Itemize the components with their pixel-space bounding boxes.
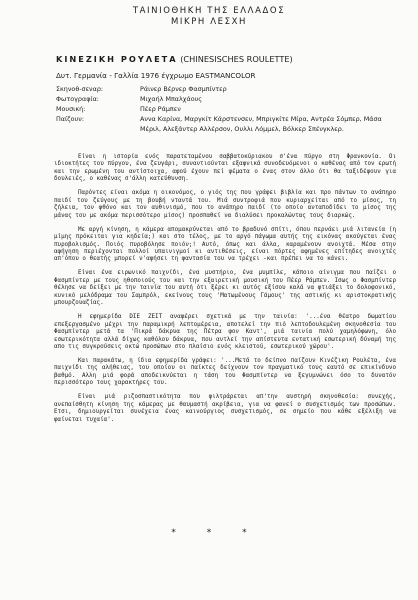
- body-paragraph: Και παρακάτω, η ίδια εφημερίδα γράφει: '...Μετά το δείπνο παίζουν Κινέζικη Ρουλέτα, ένα παιχνίδι της αλήθειας, του οποίου οι παίκτες δείχνουν τον πραγματικό τους εαυτό σε επικίνδυνο βαθμό. Αλλη μιά φορά αποδεικνύεται η τάση του Φασμπίντερ να ξεγυμνώνει όσο το δυνατόν περισσότερο τους χαρακτήρες του.: [54, 357, 396, 387]
- credit-label: Σκηνοθ-σεναρ:: [56, 85, 104, 93]
- film-subtitle: Δυτ. Γερμανία - Γαλλία 1976 έγχρωμο EASTMANCOLOR: [56, 71, 256, 80]
- body-paragraph: Είναι μιά ριζοσπαστικότητα που φιλτράρεται απ'την αυστηρή σκηνοθεσία: συνεχής, ανεπαίσθητη κίνηση της κάμερας με θαυμαστή ακρίβεια, για να φανεί ο συσχετισμός των προσώπων. Ετσι, δημιουργείται συνέχεια ένας καινούργιος συσχετισμός, σε σημείο που κάθε εξέλιξη να φαίνεται τυχαία'.: [54, 394, 396, 423]
- end-mark: * * *: [171, 528, 247, 538]
- credit-row: [56, 114, 396, 134]
- film-title: ΚΙΝΕΖΙΚΗ ΡΟΥΛΕΤΑ: [56, 54, 178, 64]
- body-paragraph: Με αργή κίνηση, η κάμερα απομακρύνεται από το βραδυνό σπίτι, όπου περνάει μιά λιτανεία (η μίμης πρόκειται για κηδεία;) και στο τέλος, με το αργό πάγωμα αυτής της εικόνας ακούγεται ένας πυροβολισμός. Ποιός πυροβόλησε ποιόν;! Αυτό, όπως και άλλα, καραμένουν ανοιχτά. Μέσα στην αφήγηση περιέχονται πολλοί υπαινιγμοί κι αντιθέσεις, είναι πόρτες αφημένες επίτηδες ανοιχτές απ'όπου ο θεατής μπορεί ν'αφήσει τη φαντασία του να τρέχει -και πρέπει να το κάνει.: [54, 226, 396, 263]
- credit-value: Πέερ Ράμπεν: [140, 105, 181, 113]
- body-paragraph: Η εφημερίδα DIE ZEIT αναφέρει σχετικά με την ταινία: '...ένα θέατρο δωματίου επεξεργασμένο μέχρι την παραμικρή λεπτομέρεια, αποτελεί την πιό λεπτοδουλεμένη σκηνοθεσία του Φασμπίντερ μετά τα 'Πικρά δάκρυα της Πέτρα φον Καντ', μιά ταινία πολύ χαμηλόφωνη, όλο εσωτερικότητα αλλά δίχως καθόλου δάκρυα, που αντλεί την απίστευτα εντατική εσωτερική δύναμή της απο τις συγκρούσεις οκτώ προσώπων στο πλαίσιο ενός κλειστού, εσωτερικού χώρου'.: [54, 314, 396, 350]
- credit-value: Μιχαήλ Μπαλχάους: [140, 95, 203, 103]
- body-paragraph: Είναι η ιστορία ενός παρατεταμένου σαββατοκύριακου σ'ένα πύργο στη Φρανκονία. Οι ιδιοκτήτες του πύργου, ένα ζευγάρι, συναντιούνται εξαφνικά συνοδευόμενοι ο καθένας από τον ερωτή και την ερωμένη του αντίστοιχα, αφού έχουν πεί ψέματα ο ένας στον άλλο ότι θα ταξιδέψουν για δουλειές, ο καθένας σ'άλλη κατεύθυνση.: [54, 154, 396, 183]
- credit-label: Μουσική:: [56, 105, 86, 113]
- body-paragraph: Παρόντες είναι ακόμα η οικονόμος, ο γιός της που γράφει βιβλία και προ πάντων το ανάπηρο παιδί του ζεύγους με τη βουβή νταντά του. Μιά συντροφιά που κυριαρχείται από το μίσος, τη ζήλεια, τον φθόνο και τον αυθινισμό, που το ανάπηρο παιδί (το οποίο ανταποδίδει το μίσος της μάνας του με ακόμα περισσότερο μίσος) προσπαθεί να διαλύσει προκαλώντας τους διαρκώς.: [54, 190, 396, 219]
- club-name: ΜΙΚΡΗ ΛΕΣΧΗ: [170, 17, 247, 27]
- body-paragraph: Είναι ένα ειρωνικό παιχνίδι, ένα μυστήριο, ένα μυμπίλε, κάποιο αίνιγμα που παίζει ο Φασμπίντερ με τους ηθοποιούς του και την εξαιρετική μουσική του Πέερ Ράμπεν. Ισως ο Φασμπίντερ θέλησε να δείξει με την ταινία του αυτή ότι ξέρει κι αυτός εξίσου καλά να φτιάξει το δολοφονικό, κυνικό μελόδραμα του Σαμπρόλ, εκείνους τους 'Ματωμένους Γάμους' της αστικής κι αριστοκρατικής μπουρζουαζίας.: [54, 270, 396, 307]
- credit-row: [56, 104, 396, 114]
- credit-label: Παίζουν:: [56, 115, 84, 123]
- credit-value: Ράινερ Βέρνερ Φασμπίντερ: [140, 85, 227, 93]
- film-title-line: [56, 54, 293, 64]
- credit-value: Αννα Καρίνα, Μαργκίτ Κάρστενσεν, Μπριγκίτε Μίρα, Αντρέα Σόμπερ, Μάσα Μέριλ, Αλεξάντερ Αλλέρσον, Ουλλι Λόμμελ, Βόλκερ Σπένγκλερ.: [140, 115, 382, 133]
- credits-block: [56, 84, 396, 134]
- film-original-title: (CHINESISCHES ROULETTE): [180, 54, 293, 64]
- archive-name: ΤΑΙΝΙΟΘΗΚΗ ΤΗΣ ΕΛΛΑΔΟΣ: [132, 6, 286, 16]
- credit-row: [56, 84, 396, 94]
- credit-row: [56, 94, 396, 104]
- credit-label: Φωτογραφία:: [56, 95, 99, 103]
- article-body: [54, 154, 396, 431]
